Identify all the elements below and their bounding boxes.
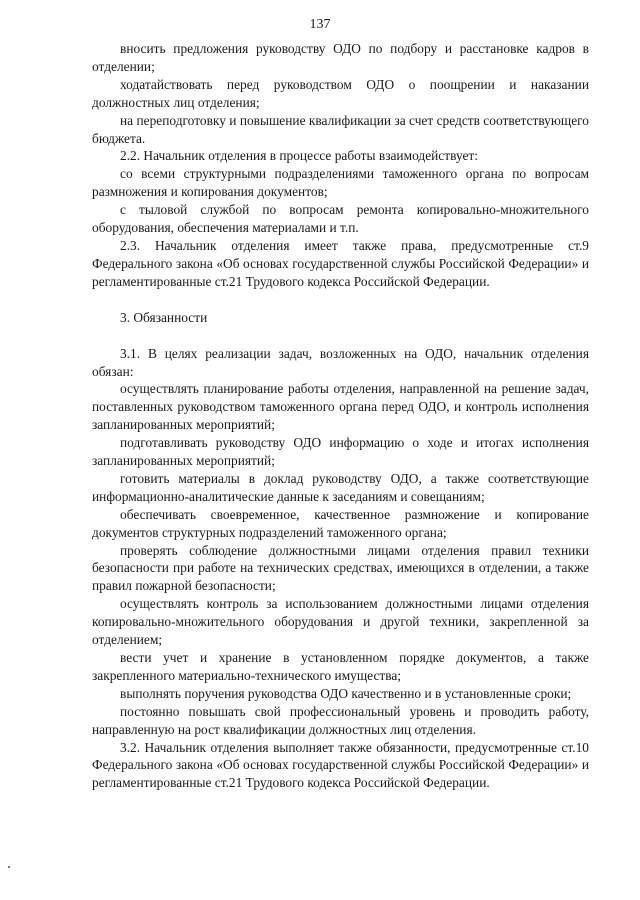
duty-item-qualification: постоянно повышать свой профессиональный уровень и проводить работу, направленную на рост квалификации должностных лиц отделения. — [92, 703, 589, 737]
duty-item-materials: готовить материалы в доклад руководству ОДО, а также соответствующие информационно-аналитические данные к заседаниям и совещаниям; — [92, 470, 589, 504]
page-number: 137 — [309, 17, 331, 32]
duty-item-orders: выполнять поручения руководства ОДО качественно и в установленные сроки; — [120, 685, 572, 701]
duty-item-reporting: подготавливать руководству ОДО информацию о ходе и итогах исполнения запланированных мероприятий; — [92, 435, 589, 469]
interaction-item-departments: со всеми структурными подразделениями таможенного органа по вопросам размножения и копирования документов; — [92, 166, 589, 200]
clause-2-2: 2.2. Начальник отделения в процессе работы взаимодействует: — [120, 148, 478, 164]
duty-item-equipment-control: осуществлять контроль за использованием должностными лицами отделения копировально-множительного оборудования и другой техники, закрепленной за отделением; — [92, 596, 589, 648]
rights-item-petition: ходатайствовать перед руководством ОДО о поощрении и наказании должностных лиц отделения; — [92, 76, 589, 110]
duty-item-safety: проверять соблюдение должностными лицами отделения правил техники безопасности при работе на технических средствах, имеющихся в отделении, а также правил пожарной безопасности; — [92, 542, 589, 594]
interaction-item-rear-service: с тыловой службой по вопросам ремонта копировально-множительного оборудования, обеспечения материалами и т.п. — [92, 202, 589, 236]
clause-3-1: 3.1. В целях реализации задач, возложенных на ОДО, начальник отделения обязан: — [92, 345, 589, 379]
clause-3-2: 3.2. Начальник отделения выполняет также обязанности, предусмотренные ст.10 Федерального закона «Об основах государственной службы Российской Федерации» и регламентированные ст.21 Трудового кодекса Российской Федерации. — [92, 739, 589, 791]
rights-item-training: на переподготовку и повышение квалификации за счет средств соответствующего бюджета. — [92, 112, 589, 146]
clause-2-3: 2.3. Начальник отделения имеет также права, предусмотренные ст.9 Федерального закона «Об основах государственной службы Российской Федерации» и регламентированные ст.21 Трудового кодекса Российской Федерации. — [92, 237, 589, 289]
duty-item-planning: осуществлять планирование работы отделения, направленной на решение задач, поставленных руководством таможенного органа перед ОДО, и контроль исполнения запланированных мероприятий; — [92, 381, 589, 433]
scan-speck — [8, 866, 10, 868]
duty-item-copying: обеспечивать своевременное, качественное размножение и копирование документов структурных подразделений таможенного органа; — [92, 506, 589, 540]
rights-item-proposals: вносить предложения руководству ОДО по подбору и расстановке кадров в отделении; — [92, 41, 589, 74]
document-body — [92, 40, 589, 792]
section-heading-duties: 3. Обязанности — [120, 309, 208, 325]
duty-item-records: вести учет и хранение в установленном порядке документов, а также закрепленного материально-технического имущества; — [92, 650, 589, 683]
